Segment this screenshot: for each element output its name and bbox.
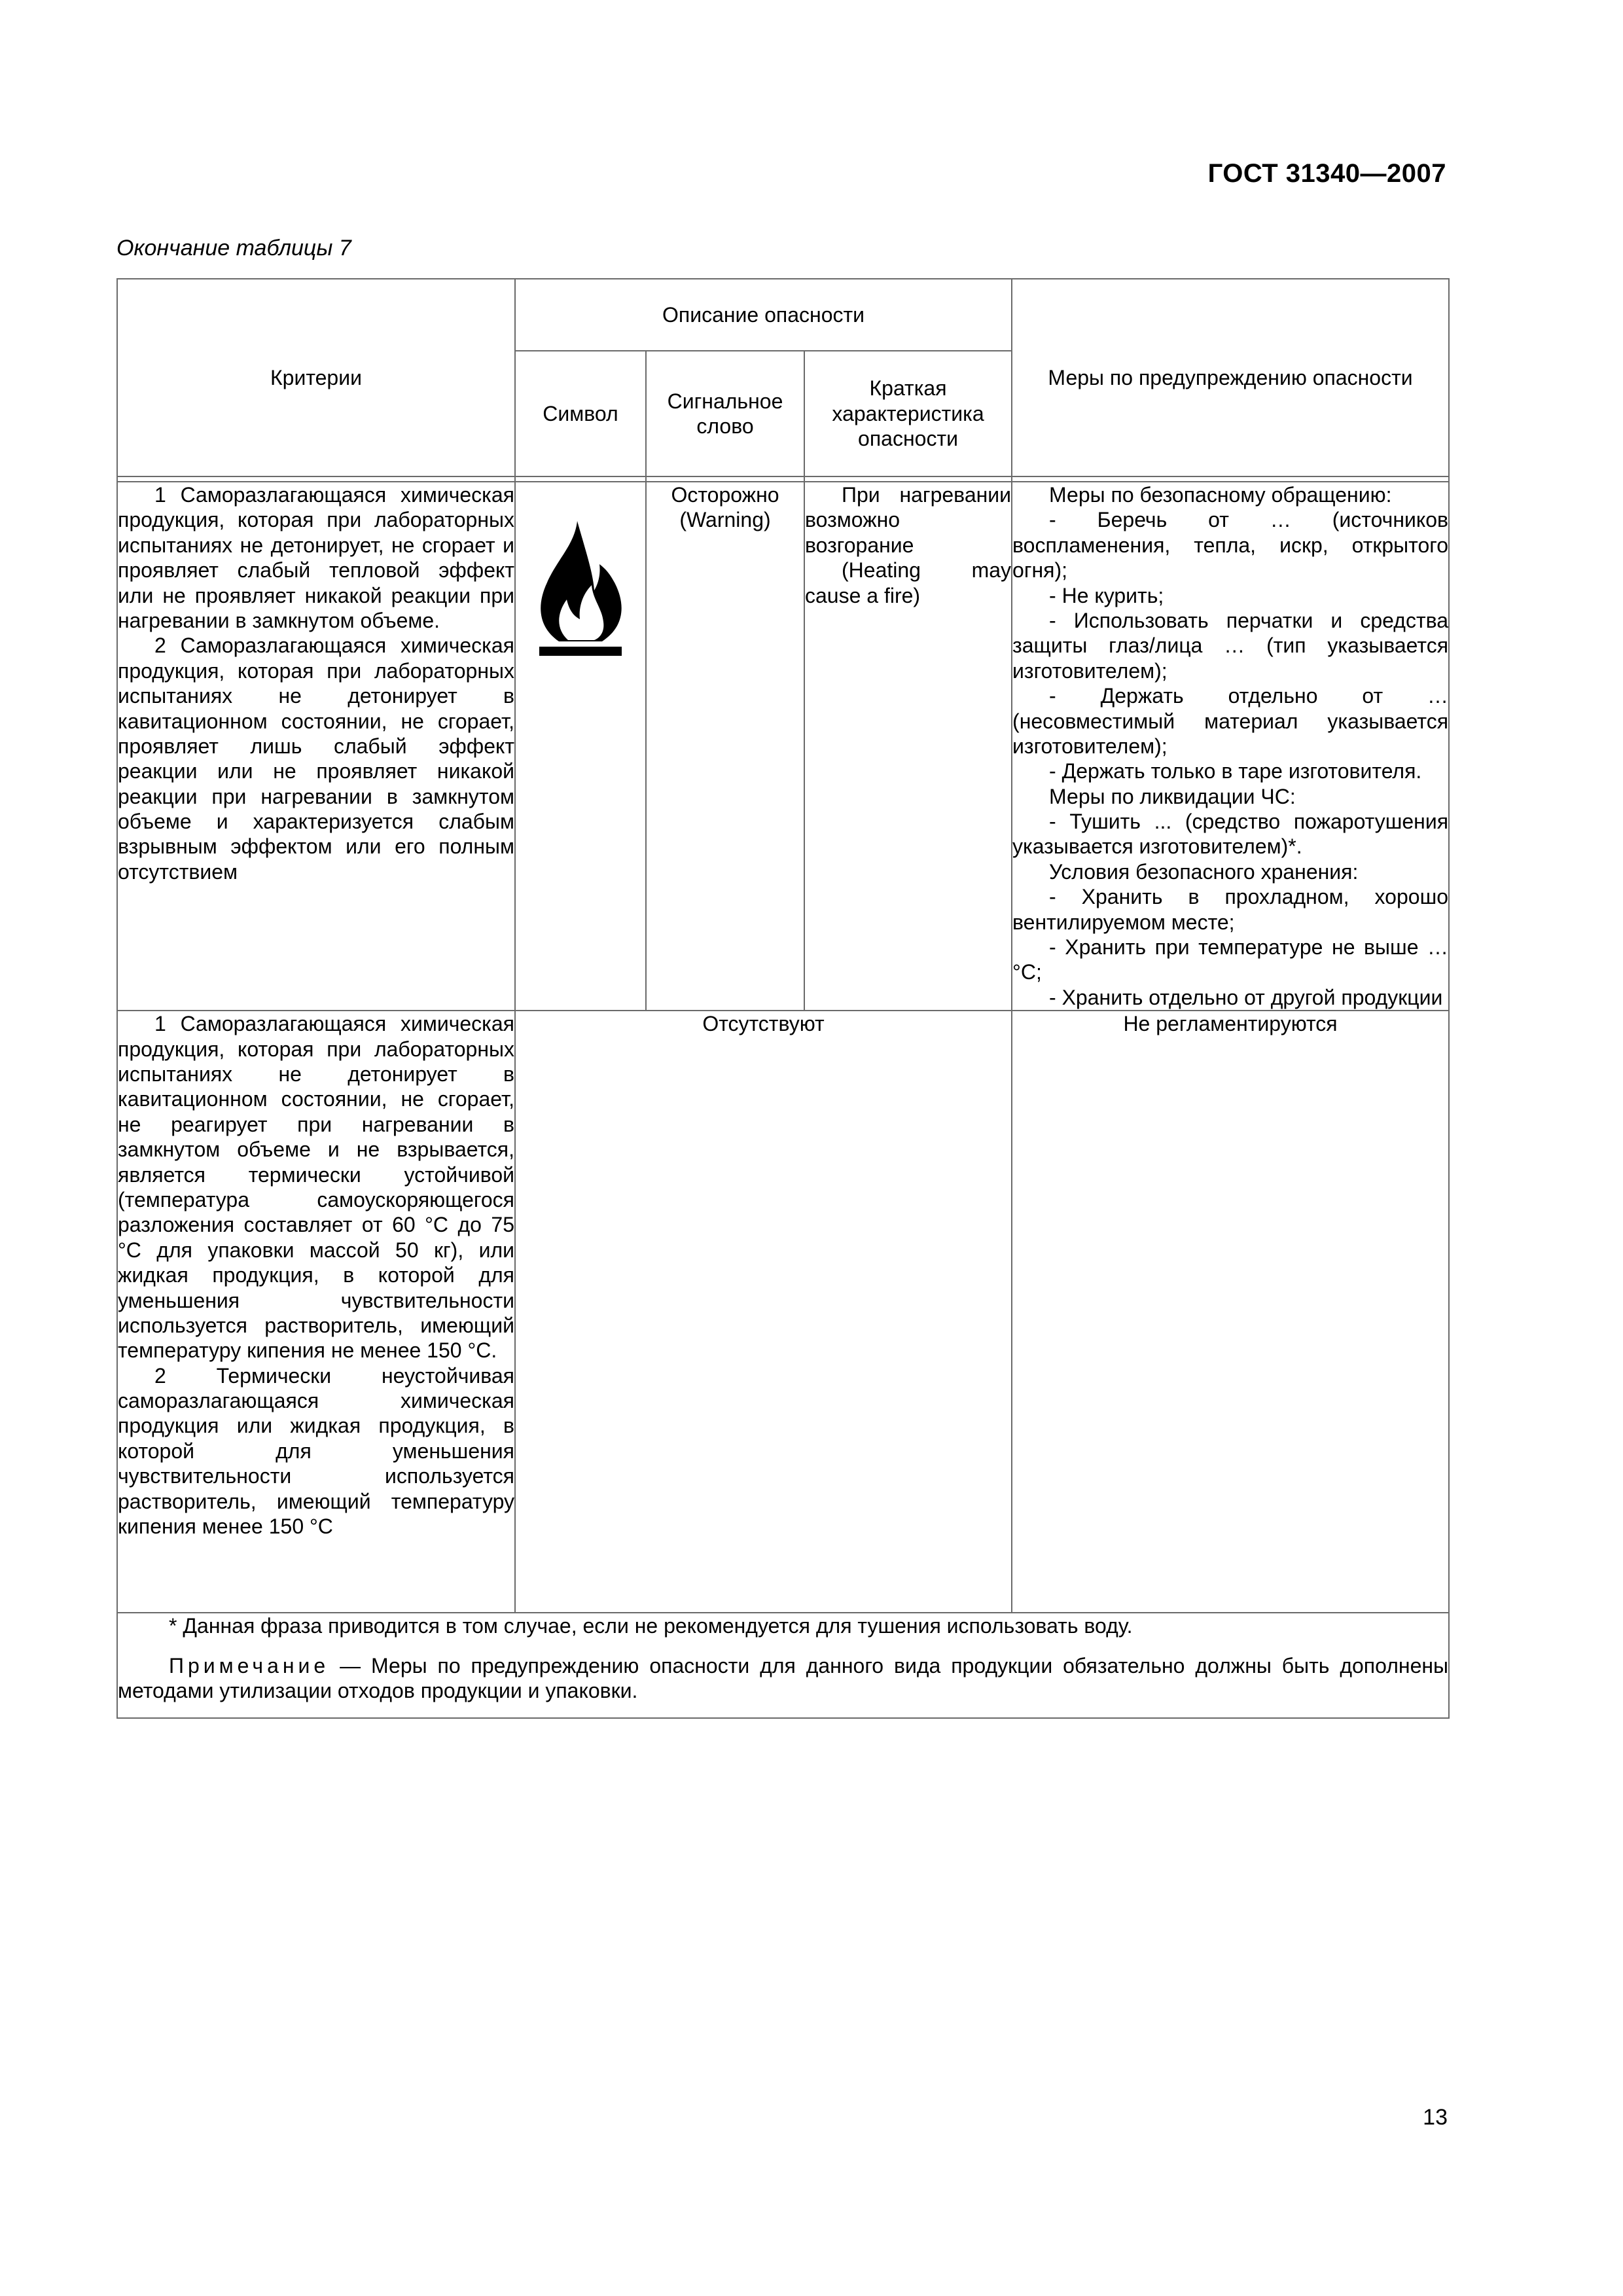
brief-description-cell — [804, 482, 1012, 1011]
note-label: Примечание — [169, 1653, 330, 1677]
signal-word: Осторожно — [671, 483, 779, 507]
header-brief-description: Краткая характеристика опасности — [804, 351, 1012, 476]
table-row — [117, 482, 1449, 1011]
precaution-line: - Беречь от … (источников воспламенения, тепла, искр, открытого огня); — [1012, 508, 1449, 583]
signal-word-en: (Warning) — [679, 508, 771, 532]
precaution-line: - Использовать перчатки и средства защиты глаз/лица … (тип указывается изготовителем); — [1012, 608, 1449, 683]
precaution-line: - Хранить при температуре не выше … °С; — [1012, 935, 1449, 984]
precaution-line: - Хранить в прохладном, хорошо вентилируемом месте; — [1012, 885, 1449, 934]
page-number: 13 — [1423, 2105, 1448, 2130]
precaution-line: - Тушить ... (средство пожаротушения указывается изготовителем)*. — [1012, 810, 1449, 859]
brief-description: При нагревании возможно возгорание — [805, 483, 1012, 557]
flame-icon — [531, 518, 630, 664]
precaution-line: - Хранить отдельно от другой продукции — [1049, 985, 1443, 1009]
signal-word-cell — [646, 482, 804, 1011]
precaution-line: - Держать только в таре изготовителя. — [1049, 759, 1422, 783]
table-row — [117, 1011, 1449, 1613]
precaution-line: - Не курить; — [1049, 583, 1164, 607]
note — [118, 1653, 1448, 1704]
footnote: * Данная фраза приводится в том случае, если не рекомендуется для тушения использовать воду. — [169, 1614, 1133, 1638]
precaution-line: Условия безопасного хранения: — [1049, 859, 1359, 884]
criteria-cell — [117, 1011, 515, 1613]
precautions-cell: Не регламентируются — [1012, 1011, 1449, 1613]
header-criteria: Критерии — [117, 279, 515, 476]
hazard-description-cell: Отсутствуют — [515, 1011, 1012, 1613]
header-symbol: Символ — [515, 351, 646, 476]
header-hazard-description: Описание опасности — [515, 279, 1012, 351]
header-separator — [117, 476, 1449, 482]
symbol-cell — [515, 482, 646, 1011]
criteria-item: 1 Саморазлагающаяся химическая продукция, которая при лабораторных испытаниях не детонирует в кавитационном состоянии, не сгорает, не реагирует при нагревании в замкнутом объеме и не взрывается, является термически устойчивой (температура самоускоряющегося разложения составляет от 60 °С до 75 °С для упаковки массой 50 кг), или жидкая продукция, в которой для уменьшения чувствительности используется растворитель, имеющий температуру кипения не менее 150 °С. — [118, 1012, 514, 1363]
precaution-line: Меры по ликвидации ЧС: — [1049, 784, 1296, 808]
hazard-table — [116, 278, 1450, 1719]
table-caption: Окончание таблицы 7 — [116, 236, 351, 260]
criteria-cell — [117, 482, 515, 1011]
precaution-line: Меры по безопасному обращению: — [1049, 483, 1392, 507]
brief-description-en: (Heating may cause a fire) — [805, 558, 1012, 607]
header-precautions: Меры по предупреждению опасности — [1012, 279, 1449, 476]
criteria-item: 2 Саморазлагающаяся химическая продукция, которая при лабораторных испытаниях не детонирует в кавитационном состоянии, не сгорает, проявляет лишь слабый эффект реакции или не проявляет никакой реакции при нагревании в замкнутом объеме и характеризуется слабым взрывным эффектом или его полным отсутствием — [118, 634, 514, 884]
note-text: — Меры по предупреждению опасности для данного вида продукции обязательно должны быть дополнены методами утилизации отходов продукции и упаковки. — [118, 1653, 1449, 1702]
precautions-cell — [1012, 482, 1449, 1011]
document-code: ГОСТ 31340—2007 — [1207, 159, 1446, 188]
table-footnote-row — [117, 1613, 1449, 1718]
precaution-line: - Держать отдельно от … (несовместимый материал указывается изготовителем); — [1012, 684, 1449, 758]
footnote-cell — [117, 1613, 1449, 1718]
criteria-item: 1 Саморазлагающаяся химическая продукция, которая при лабораторных испытаниях не детонирует, не сгорает и проявляет слабый тепловой эффект или не проявляет никакой реакции при нагревании в замкнутом объеме. — [118, 483, 514, 632]
header-signal-word: Сигнальное слово — [646, 351, 804, 476]
criteria-item: 2 Термически неустойчивая саморазлагающаяся химическая продукция или жидкая продукция, в которой для уменьшения чувствительности используется растворитель, имеющий температуру кипения менее 150 °С — [118, 1363, 514, 1539]
